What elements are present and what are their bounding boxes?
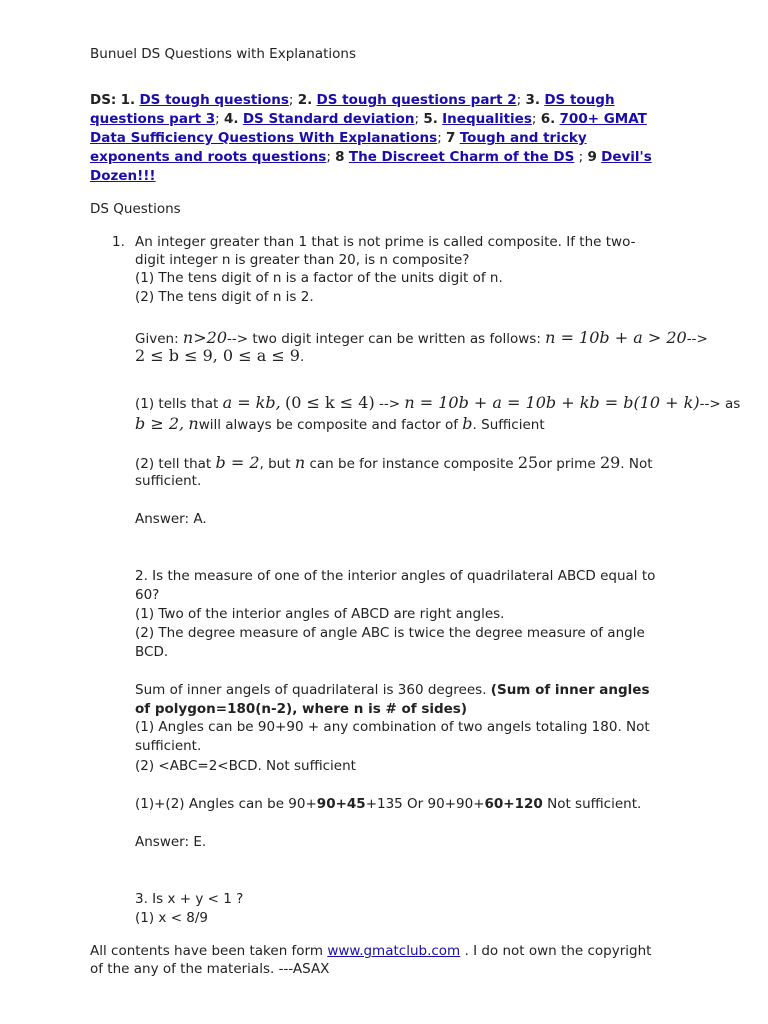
q1-given-line: Given: n>20--> two digit integer can be written as follows: n = 10b + a > 20--> bbox=[135, 328, 708, 347]
q1-explanation-2-line-2: sufficient. bbox=[135, 473, 202, 489]
footer-line-2: of the any of the materials. ---ASAX bbox=[90, 961, 330, 977]
math-digit-ranges: 2 ≤ b ≤ 9, 0 ≤ a ≤ 9 bbox=[135, 346, 300, 365]
math-k-range: (0 ≤ k ≤ 4) bbox=[285, 393, 375, 412]
q1-explanation-2-line-1: (2) tell that b = 2, but n can be for instance composite 25or prime 29. Not bbox=[135, 453, 653, 472]
gmatclub-link[interactable]: www.gmatclub.com bbox=[327, 943, 461, 959]
links-line-2: questions part 3; 4. DS Standard deviation; 5. Inequalities; 6. 700+ GMAT bbox=[90, 111, 647, 127]
q1-explanation-1-line-2: b ≥ 2, nwill always be composite and factor of b. Sufficient bbox=[135, 414, 545, 433]
link-ds-tough-questions-part-3[interactable]: DS tough bbox=[544, 92, 615, 108]
q1-statement-2: (2) The tens digit of n is 2. bbox=[135, 289, 314, 305]
link-tough-and-tricky-cont[interactable]: exponents and roots questions bbox=[90, 149, 327, 165]
q2-sum-line-2: of polygon=180(n-2), where n is # of sides) bbox=[135, 701, 468, 717]
link-tough-and-tricky[interactable]: Tough and tricky bbox=[459, 130, 587, 146]
links-line-1: DS: 1. DS tough questions; 2. DS tough questions part 2; 3. DS tough bbox=[90, 92, 615, 108]
link-devils-dozen-cont[interactable]: Dozen!!! bbox=[90, 168, 156, 184]
q1-given-range: 2 ≤ b ≤ 9, 0 ≤ a ≤ 9. bbox=[135, 346, 305, 365]
q2-answer: Answer: E. bbox=[135, 834, 207, 850]
link-700-gmat-cont[interactable]: Data Sufficiency Questions With Explanations bbox=[90, 130, 438, 146]
q1-statement-1: (1) The tens digit of n is a factor of the units digit of n. bbox=[135, 270, 503, 286]
q2-explanation-1-line-1: (1) Angles can be 90+90 + any combination of two angels totaling 180. Not bbox=[135, 719, 650, 735]
q3-text: 3. Is x + y < 1 ? bbox=[135, 891, 244, 907]
links-line-4: exponents and roots questions; 8 The Discreet Charm of the DS ; 9 Devil's bbox=[90, 149, 652, 165]
math-b-eq-2: b = 2 bbox=[215, 453, 260, 472]
link-700-gmat[interactable]: 700+ GMAT bbox=[559, 111, 647, 127]
q1-explanation-1-line-1: (1) tells that a = kb, (0 ≤ k ≤ 4) --> n = 10b + a = 10b + kb = b(10 + k)--> as bbox=[135, 393, 741, 412]
ds-label: DS: bbox=[90, 92, 117, 108]
q3-statement-1: (1) x < 8/9 bbox=[135, 910, 209, 926]
link-devils-dozen[interactable]: Devil's bbox=[601, 149, 652, 165]
section-heading: DS Questions bbox=[90, 201, 181, 217]
math-b-ge-2: b ≥ 2, bbox=[135, 414, 185, 433]
q2-sum-line-1: Sum of inner angels of quadrilateral is 360 degrees. (Sum of inner angles bbox=[135, 682, 650, 698]
footer-line-1: All contents have been taken form www.gmatclub.com . I do not own the copyright bbox=[90, 943, 652, 959]
q1-answer: Answer: A. bbox=[135, 511, 207, 527]
link-discreet-charm[interactable]: The Discreet Charm of the DS bbox=[348, 149, 575, 165]
math-n-factored: n = 10b + a = 10b + kb = b(10 + k) bbox=[404, 393, 700, 412]
q2-explanation-2: (2) <ABC=2<BCD. Not sufficient bbox=[135, 758, 356, 774]
link-ds-tough-questions[interactable]: DS tough questions bbox=[139, 92, 289, 108]
link-ds-standard-deviation[interactable]: DS Standard deviation bbox=[242, 111, 415, 127]
q2-explanation-1-line-2: sufficient. bbox=[135, 738, 202, 754]
q1-text-line-1: An integer greater than 1 that is not prime is called composite. If the two- bbox=[135, 234, 636, 250]
q1-number: 1. bbox=[112, 234, 125, 250]
q2-text-line-2: 60? bbox=[135, 587, 160, 603]
links-line-5 bbox=[90, 167, 156, 186]
q2-statement-2-line-1: (2) The degree measure of angle ABC is twice the degree measure of angle bbox=[135, 625, 645, 641]
q2-text-line-1: 2. Is the measure of one of the interior angles of quadrilateral ABCD equal to bbox=[135, 568, 656, 584]
q2-statement-1: (1) Two of the interior angles of ABCD are right angles. bbox=[135, 606, 505, 622]
q2-combined: (1)+(2) Angles can be 90+90+45+135 Or 90+90+60+120 Not sufficient. bbox=[135, 796, 642, 812]
math-n-expression: n = 10b + a > 20 bbox=[545, 328, 687, 347]
link-inequalities[interactable]: Inequalities bbox=[442, 111, 532, 127]
q2-statement-2-line-2: BCD. bbox=[135, 644, 169, 660]
link-ds-tough-questions-part-3-cont[interactable]: questions part 3 bbox=[90, 111, 216, 127]
math-n-gt-20: n>20 bbox=[182, 328, 227, 347]
document-title: Bunuel DS Questions with Explanations bbox=[90, 46, 357, 62]
math-a-eq-kb: a = kb, bbox=[222, 393, 281, 412]
link-ds-tough-questions-part-2[interactable]: DS tough questions part 2 bbox=[316, 92, 517, 108]
links-line-3: Data Sufficiency Questions With Explanations; 7 Tough and tricky bbox=[90, 130, 587, 146]
q1-text-line-2: digit integer n is greater than 20, is n composite? bbox=[135, 252, 470, 268]
